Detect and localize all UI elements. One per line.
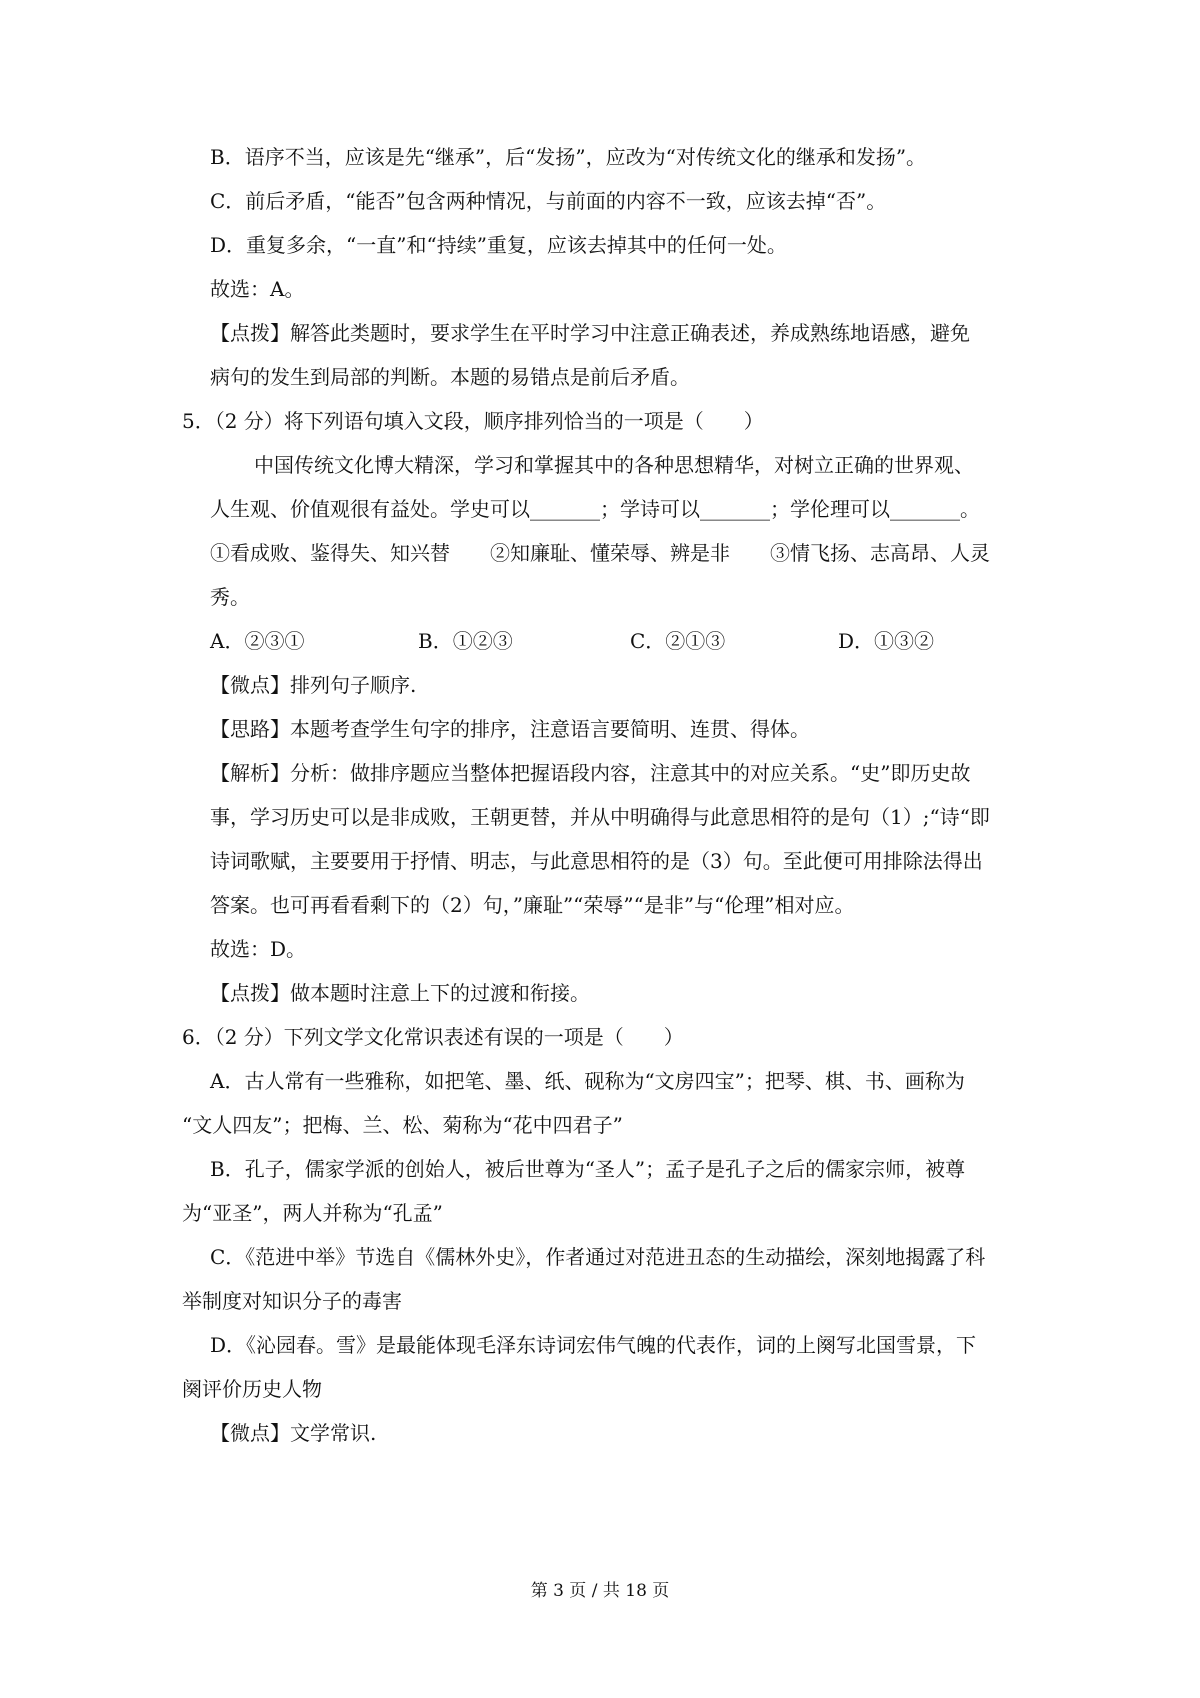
q5-items-line-1: ①看成败、鉴得失、知兴替 ②知廉耻、懂荣辱、辨是非 ③情飞扬、志高昂、人灵 bbox=[210, 541, 990, 565]
q5-option-c: C．②①③ bbox=[630, 629, 726, 653]
q6-option-c-line-1: C．《范进中举》节选自《儒林外史》，作者通过对范进丑态的生动描绘，深刻地揭露了科 bbox=[210, 1245, 986, 1269]
q4-tip-line-2: 病句的发生到局部的判断。本题的易错点是前后矛盾。 bbox=[210, 365, 690, 389]
q4-answer: 故选：A。 bbox=[210, 277, 305, 301]
q5-approach: 【思路】本题考查学生句字的排序，注意语言要简明、连贯、得体。 bbox=[210, 717, 810, 741]
q6-point: 【微点】文学常识. bbox=[210, 1421, 377, 1445]
q5-passage-line-1: 中国传统文化博大精深，学习和掌握其中的各种思想精华，对树立正确的世界观、 bbox=[254, 453, 974, 477]
q5-analysis-line-3: 诗词歌赋，主要要用于抒情、明志，与此意思相符的是（3）句。至此便可用排除法得出 bbox=[210, 849, 983, 873]
q5-items-line-2: 秀。 bbox=[210, 585, 250, 609]
q6-option-c-line-2: 举制度对知识分子的毒害 bbox=[182, 1289, 402, 1313]
q5-answer: 故选：D。 bbox=[210, 937, 307, 961]
q5-point: 【微点】排列句子顺序. bbox=[210, 673, 417, 697]
q6-stem: 6．（2 分）下列文学文化常识表述有误的一项是（ ） bbox=[182, 1025, 684, 1049]
q4-option-b-analysis: B．语序不当，应该是先“继承”，后“发扬”，应改为“对传统文化的继承和发扬”。 bbox=[210, 145, 927, 169]
q6-option-b-line-1: B．孔子，儒家学派的创始人，被后世尊为“圣人”；孟子是孔子之后的儒家宗师，被尊 bbox=[210, 1157, 966, 1181]
q5-analysis-line-1: 【解析】分析：做排序题应当整体把握语段内容，注意其中的对应关系。“史”即历史故 bbox=[210, 761, 971, 785]
q5-passage-line-2: 人生观、价值观很有益处。学史可以_______；学诗可以_______；学伦理可以_______。 bbox=[210, 497, 980, 521]
q6-option-a-line-1: A．古人常有一些雅称，如把笔、墨、纸、砚称为“文房四宝”；把琴、棋、书、画称为 bbox=[210, 1069, 965, 1093]
q5-analysis-line-4: 答案。也可再看看剩下的（2）句，”廉耻”“荣辱”“是非”与“伦理”相对应。 bbox=[210, 893, 855, 917]
q5-tip: 【点拨】做本题时注意上下的过渡和衔接。 bbox=[210, 981, 590, 1005]
q5-analysis-line-2: 事，学习历史可以是非成败，王朝更替，并从中明确得与此意思相符的是句（1）;“诗“即 bbox=[210, 805, 990, 829]
q6-option-b-line-2: 为“亚圣”，两人并称为“孔孟” bbox=[182, 1201, 443, 1225]
q6-option-a-line-2: “文人四友”；把梅、兰、松、菊称为“花中四君子” bbox=[182, 1113, 623, 1137]
q5-option-b: B．①②③ bbox=[418, 629, 513, 653]
q6-option-d-line-1: D．《沁园春。雪》是最能体现毛泽东诗词宏伟气魄的代表作，词的上阕写北国雪景，下 bbox=[210, 1333, 977, 1357]
q4-tip-line-1: 【点拨】解答此类题时，要求学生在平时学习中注意正确表述，养成熟练地语感，避免 bbox=[210, 321, 970, 345]
q4-option-c-analysis: C．前后矛盾，“能否”包含两种情况，与前面的内容不一致，应该去掉“否”。 bbox=[210, 189, 887, 213]
page-number-footer: 第 3 页 / 共 18 页 bbox=[530, 1581, 670, 1601]
q5-option-d: D．①③② bbox=[838, 629, 935, 653]
q5-option-a: A．②③① bbox=[210, 629, 305, 653]
q6-option-d-line-2: 阕评价历史人物 bbox=[182, 1377, 322, 1401]
q4-option-d-analysis: D．重复多余，“一直”和“持续”重复，应该去掉其中的任何一处。 bbox=[210, 233, 787, 257]
q5-stem: 5．（2 分）将下列语句填入文段，顺序排列恰当的一项是（ ） bbox=[182, 409, 764, 433]
